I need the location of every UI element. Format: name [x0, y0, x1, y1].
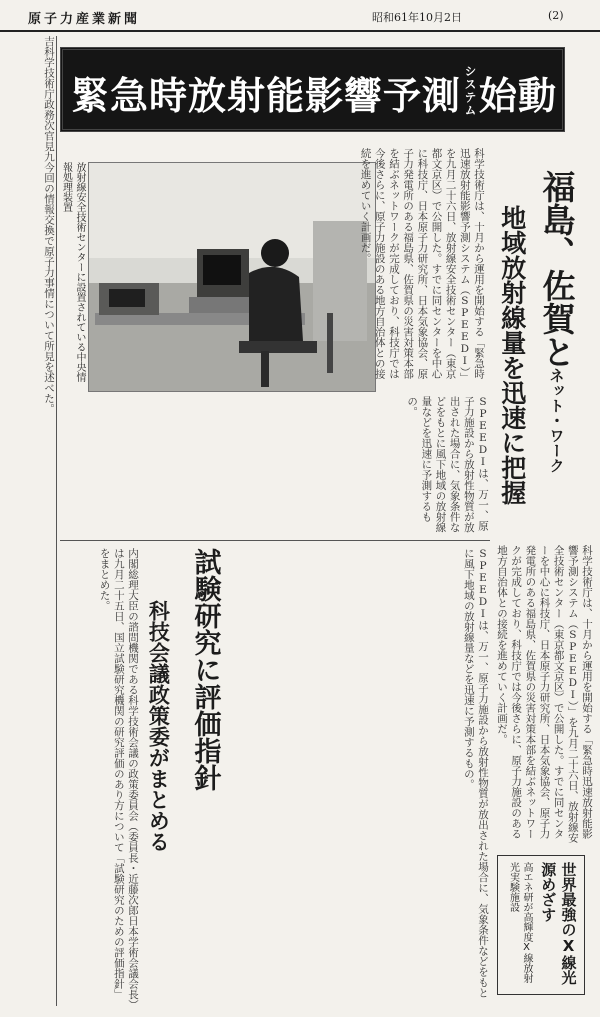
article2-body-continued: SPEEDIは、万一、原子力施設から放射性物質が放出された場合に、気象条件などをもとに風下地域の放射線量などを迅速に予測するもの。	[462, 548, 489, 998]
column-divider	[56, 36, 57, 1006]
box-subheadline: 高エネ研が高輝度X線放射光実験施設	[507, 862, 532, 983]
article2-body: 内閣総理大臣の諮問機関である科学技術会議の政策委員会（委員長・近藤次郎日本学術会議会長）は九月二十五日、国立試験研究機関の研究評価のあり方について「試験研究のための評価指針」をまとめた。	[98, 548, 139, 1005]
issue-date: 昭和61年10月2日	[372, 11, 462, 24]
article1-body: 科学技術庁は、十月から運用を開始する「緊急時迅速放射能影響予測システム（SPEEDI）」を九月二十六日、放射線安全技術センター（東京都文京区）で公開した。すでに同センターを中心に科技庁、日本原子力研究所、日本気象協会、原子力発電所のある福島県、佐賀県の災害対策本部を結ぶネットワークが完成しており、科技庁では今後さらに、原子力施設のある地方自治体との接続を進めていく計画だ。	[359, 148, 485, 383]
banner-text-2: 始動	[479, 74, 558, 118]
main-headline-text: 福島、佐賀と	[537, 170, 577, 368]
sidebar-article-box	[497, 855, 585, 995]
banner-headline	[71, 65, 557, 120]
article2-subheadline: 科技会議政策委がまとめる	[146, 600, 171, 852]
main-headline-small: ネット・ワーク	[547, 368, 566, 473]
section-divider	[60, 540, 490, 541]
banner-text-small: システム	[463, 65, 478, 117]
headline-banner	[60, 47, 565, 132]
masthead	[0, 0, 600, 32]
box-headline: 世界最強のX線光源めざす	[539, 862, 578, 985]
page-number: (2)	[548, 9, 564, 22]
news-photo	[88, 162, 376, 392]
article2-headline: 試験研究に評価指針	[189, 548, 221, 791]
article1-body-continued: SPEEDIは、万一、原子力施設から放射性物質が放出された場合に、気象条件などをもとに風下地域の放射線量などを迅速に予測するもの。	[406, 396, 489, 533]
left-column-text: 吉科学技術庁政務次官見九今回の情報交換で原子力事情について所見を述べた。	[43, 36, 55, 414]
newspaper-name: 原子力産業新聞	[28, 12, 141, 27]
banner-text-1: 緊急時放射能影響予測	[71, 74, 462, 118]
main-headline	[534, 170, 579, 500]
photo-illustration	[89, 163, 375, 391]
sub-headline: 地域放射線量を迅速に把握	[497, 205, 527, 505]
photo-caption: 放射線安全技術センターに設置されている中央情報処理装置	[60, 162, 85, 382]
right-column-text: 科学技術庁は、十月から運用を開始する「緊急時迅速放射能影響予測システム（SPEEDI）」を九月二十六日、放射線安全技術センター（東京都文京区）で公開した。すでに同センターを中心に科技庁、日本原子力研究所、日本気象協会、原子力発電所のある福島県、佐賀県の災害対策本部を結ぶネットワークが完成しており、科技庁では今後さらに、原子力施設のある地方自治体との接続を進めていく計画だ。	[495, 545, 593, 843]
